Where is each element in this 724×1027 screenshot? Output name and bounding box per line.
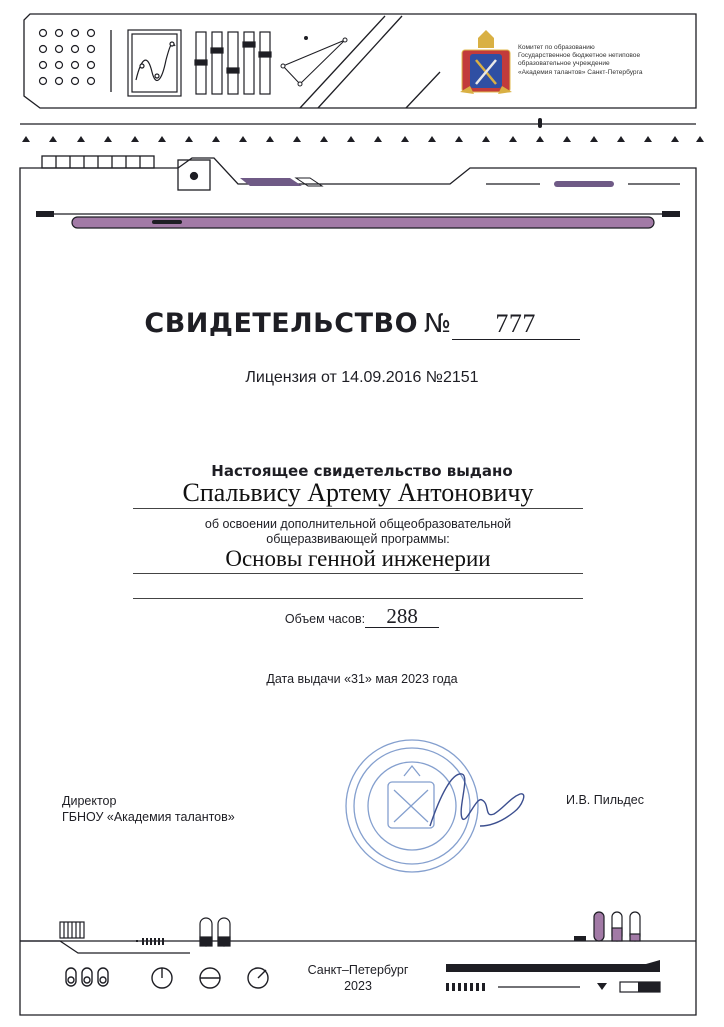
level-bars [574, 912, 640, 941]
triangle-divider [20, 118, 704, 142]
program-name: Основы генной инженерии [133, 545, 583, 574]
committee-line: Комитет по образованию [518, 44, 595, 51]
director-org: ГБНОУ «Академия талантов» [62, 810, 235, 824]
recipient-name: Спальвису Артему Антоновичу [133, 478, 583, 509]
committee-line: Государственное бюджетное нетиповое [518, 52, 641, 60]
mastered-line: об освоении дополнительной общеобразовательной [204, 517, 512, 531]
issued-label: Настоящее свидетельство выдано [211, 462, 513, 480]
control-strip [446, 960, 660, 992]
committee-line: «Академия талантов» Санкт-Петербурга [518, 68, 643, 76]
dots-grid-icon [40, 30, 95, 85]
license-line: Лицензия от 14.09.2016 №2151 [245, 369, 479, 386]
certificate-number: 777 [452, 309, 580, 340]
body-frame [20, 156, 696, 1015]
accent-bars [36, 178, 680, 228]
hours-label: Объем часов: [284, 612, 366, 626]
title-text: СВИДЕТЕЛЬСТВО [144, 308, 419, 339]
city-block [290, 962, 426, 994]
director-block [62, 793, 235, 825]
city-name: Санкт–Петербург [307, 963, 409, 977]
scatter-icon [281, 37, 347, 87]
sliders-icon [195, 32, 271, 94]
mastered-text [133, 517, 583, 547]
director-title: Директор [62, 794, 117, 808]
issue-date: Дата выдачи «31» мая 2023 года [266, 672, 458, 686]
committee-line: образовательное учреждение [518, 60, 610, 68]
certificate-title [0, 308, 724, 340]
committee-text [518, 44, 643, 77]
knobs [66, 968, 268, 988]
hours-line [0, 605, 724, 628]
number-sign: № [424, 309, 452, 339]
blank-line [133, 598, 583, 599]
official-seal [346, 740, 478, 872]
year: 2023 [344, 979, 372, 993]
graph-icon [128, 30, 181, 96]
coat-of-arms-icon [460, 30, 512, 94]
hours-value: 288 [365, 605, 439, 628]
signer-name: И.В. Пильдес [566, 793, 645, 807]
mastered-line: общеразвивающей программы: [266, 532, 450, 546]
